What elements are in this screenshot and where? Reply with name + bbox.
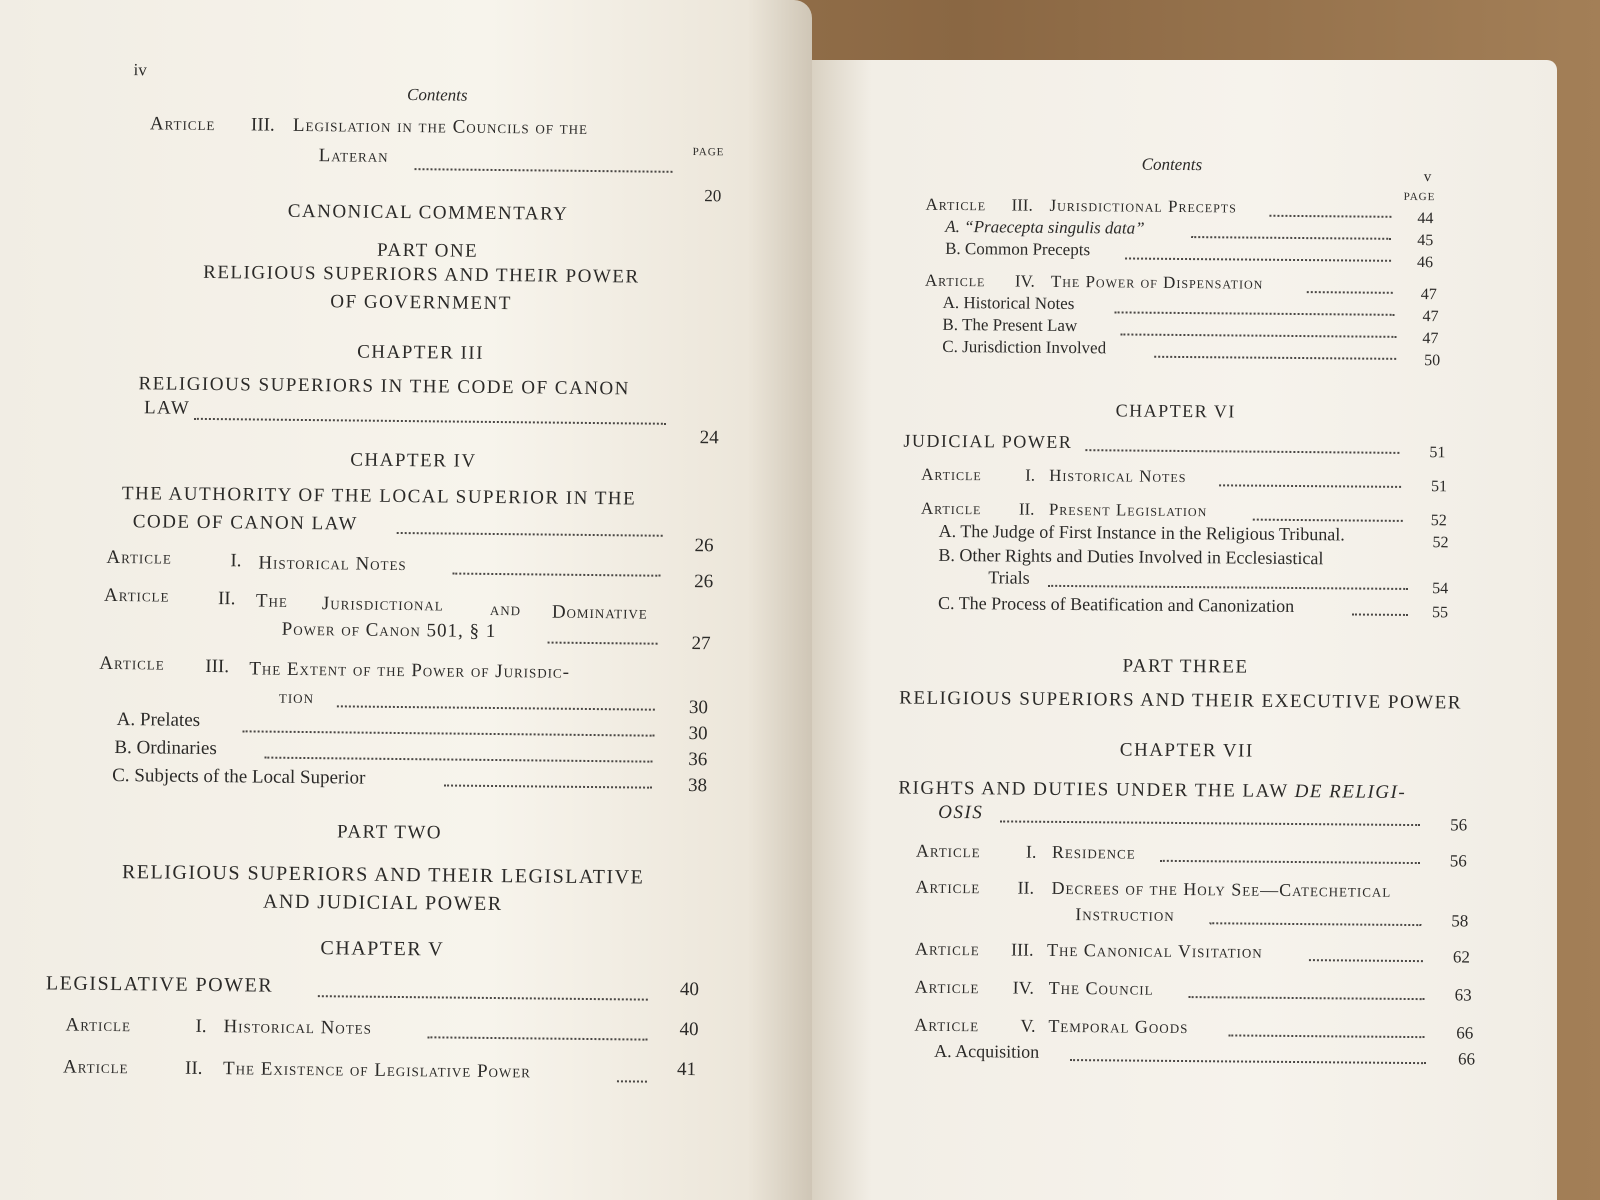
chapter-heading: CHAPTER V	[320, 937, 445, 961]
toc-article-title: The Extent of the Power of Jurisdic-	[249, 658, 571, 683]
dot-leader	[444, 784, 652, 788]
dot-leader	[1125, 257, 1391, 261]
page-column-label: PAGE	[1403, 190, 1436, 204]
toc-article-title: The Existence of Legislative Power	[222, 1058, 531, 1083]
toc-article-label: Article	[925, 194, 987, 215]
toc-article-number: III.	[1011, 195, 1033, 215]
dot-leader	[1120, 333, 1396, 337]
chapter-title: THE AUTHORITY OF THE LOCAL SUPERIOR IN THE	[121, 483, 637, 510]
dot-leader	[1070, 1059, 1426, 1064]
toc-article-label: Article	[921, 464, 982, 485]
page-number-iv: iv	[133, 60, 147, 80]
toc-article-label: Article	[62, 1056, 129, 1079]
toc-article-label: Article	[106, 546, 172, 569]
part-title: RELIGIOUS SUPERIORS AND THEIR POWER	[203, 261, 640, 288]
toc-page-number: 66	[1458, 1049, 1476, 1069]
toc-page-number: 41	[676, 1058, 697, 1081]
toc-article-title-word: Jurisdictional	[321, 593, 444, 616]
toc-sub-entry: B. Common Precepts	[945, 238, 1091, 260]
toc-page-number: 30	[688, 697, 708, 719]
toc-article-title: The Power of Dispensation	[1050, 271, 1264, 293]
running-head: Contents	[1141, 154, 1203, 175]
toc-page-number: 30	[688, 723, 708, 745]
toc-article-title: Temporal Goods	[1048, 1015, 1189, 1038]
chapter-title-roman: RIGHTS AND DUTIES UNDER THE LAW	[898, 777, 1295, 802]
toc-article-label: Article	[99, 652, 165, 675]
toc-page-number: 26	[694, 571, 714, 593]
dot-leader	[318, 995, 648, 1000]
dot-leader	[1000, 820, 1420, 826]
chapter-title	[898, 778, 1406, 804]
dot-leader	[1253, 519, 1403, 522]
dot-leader	[1048, 585, 1408, 590]
dot-leader	[243, 730, 655, 736]
toc-article-label: Article	[920, 498, 982, 519]
toc-article-number: III.	[250, 114, 275, 136]
toc-article-label: Article	[65, 1014, 132, 1037]
toc-article-title-cont: tion	[278, 686, 315, 709]
toc-article-title-cont: Lateran	[318, 145, 389, 167]
toc-article-title: Historical Notes	[258, 552, 407, 576]
toc-page-number: 47	[1422, 308, 1439, 326]
toc-page-number: 51	[1429, 444, 1446, 462]
dot-leader	[427, 1036, 647, 1040]
toc-article-title: Historical Notes	[1049, 465, 1187, 487]
dot-leader	[1085, 449, 1399, 454]
toc-article-label: Article	[914, 1014, 980, 1036]
toc-sub-entry: A. Prelates	[116, 709, 201, 731]
toc-page-number: 38	[687, 775, 708, 797]
toc-page-number: 55	[1431, 604, 1449, 622]
toc-article-number: II.	[184, 1057, 203, 1079]
toc-sub-entry: A. The Judge of First Instance in the Religious Tribunal.	[938, 520, 1345, 545]
dot-leader	[1269, 215, 1391, 218]
toc-page-number: 63	[1454, 985, 1472, 1005]
part-title-cont: AND JUDICIAL POWER	[262, 890, 503, 916]
chapter-title-italic: DE RELIGI-	[1294, 780, 1407, 803]
toc-page-number: 20	[704, 186, 722, 206]
chapter-title-cont: CODE OF CANON LAW	[132, 511, 358, 535]
dot-leader	[264, 757, 652, 763]
toc-page-number: 52	[1432, 534, 1449, 552]
toc-article-number: I.	[1025, 841, 1037, 862]
page-number-v: v	[1423, 169, 1432, 186]
toc-article-number: IV.	[1014, 271, 1035, 291]
toc-article-number: I.	[195, 1015, 207, 1037]
page-column-label: PAGE	[692, 146, 725, 159]
toc-page-number: 58	[1451, 911, 1469, 931]
chapter-title-cont: LAW	[143, 397, 191, 419]
toc-page-number: 36	[688, 749, 708, 771]
chapter-title-cont: OSIS	[938, 801, 984, 824]
section-heading: CANONICAL COMMENTARY	[287, 200, 569, 225]
toc-article-title: The Canonical Visitation	[1046, 939, 1263, 962]
toc-article-number: I.	[230, 550, 242, 572]
dot-leader	[1352, 613, 1408, 615]
chapter-heading: CHAPTER IV	[350, 449, 477, 472]
chapter-title: RELIGIOUS SUPERIORS IN THE CODE OF CANON	[138, 373, 631, 400]
toc-article-title: Historical Notes	[223, 1016, 372, 1039]
dot-leader	[1219, 484, 1401, 488]
toc-article-label: Article	[149, 113, 216, 136]
toc-article-number: I.	[1025, 465, 1036, 485]
part-heading: PART THREE	[1122, 655, 1249, 678]
part-heading: PART ONE	[376, 239, 479, 262]
dot-leader	[1154, 356, 1396, 360]
toc-article-title-word: Dominative	[551, 601, 648, 624]
toc-article-label: Article	[924, 270, 986, 291]
toc-article-number: II.	[1017, 877, 1035, 898]
chapter-heading: CHAPTER III	[357, 341, 485, 364]
toc-page-number: 51	[1431, 478, 1448, 496]
toc-article-title: Residence	[1051, 841, 1136, 863]
dot-leader	[1309, 959, 1423, 962]
dot-leader	[415, 168, 673, 173]
toc-article-number: III.	[205, 655, 230, 678]
toc-article-title: The Council	[1048, 977, 1154, 999]
toc-sub-entry: A. Historical Notes	[942, 292, 1075, 314]
toc-page-number: 56	[1450, 815, 1468, 835]
dot-leader	[617, 1080, 647, 1082]
toc-sub-entry: A. Acquisition	[934, 1040, 1040, 1062]
part-heading: PART TWO	[336, 821, 443, 844]
toc-article-title-cont: Instruction	[1075, 904, 1175, 925]
toc-article-label: Article	[915, 840, 981, 862]
toc-page-number: 45	[1417, 232, 1434, 250]
toc-article-label: Article	[914, 976, 980, 998]
toc-sub-entry: C. Jurisdiction Involved	[942, 336, 1107, 358]
toc-article-title-cont: Power of Canon 501, § 1	[281, 618, 497, 643]
chapter-heading: CHAPTER VI	[1115, 400, 1236, 422]
toc-article-number: III.	[1010, 939, 1034, 960]
toc-page-number: 50	[1424, 352, 1441, 370]
toc-article-title: Legislation in the Councils of the	[292, 114, 589, 139]
toc-article-number: IV.	[1012, 977, 1034, 998]
dot-leader	[452, 573, 660, 577]
toc-article-title-word: and	[489, 598, 522, 621]
toc-article-title: Jurisdictional Precepts	[1049, 195, 1237, 217]
toc-sub-entry: C. The Process of Beatification and Canonization	[937, 592, 1295, 616]
right-page	[812, 60, 1557, 1200]
toc-page-number: 62	[1452, 947, 1471, 967]
toc-page-number: 47	[1420, 286, 1437, 304]
dot-leader	[1115, 311, 1395, 315]
dot-leader	[194, 418, 666, 425]
toc-page-number: 24	[699, 427, 719, 449]
toc-article-label: Article	[914, 938, 980, 960]
dot-leader	[1189, 996, 1425, 1000]
dot-leader	[1160, 860, 1420, 864]
toc-article-label: Article	[915, 876, 981, 898]
toc-page-number: 44	[1417, 210, 1434, 228]
toc-sub-entry: B. Other Rights and Duties Involved in Ecclesiastical	[938, 544, 1324, 569]
chapter-heading: CHAPTER VII	[1119, 739, 1254, 762]
toc-page-number: 26	[694, 535, 714, 557]
toc-page-number: 27	[691, 633, 711, 655]
toc-sub-entry: C. Subjects of the Local Superior	[112, 764, 366, 789]
toc-page-number: 52	[1430, 512, 1447, 530]
dot-leader	[1228, 1034, 1424, 1038]
toc-article-title: Present Legislation	[1048, 499, 1208, 521]
dot-leader	[1191, 236, 1391, 240]
running-head: Contents	[406, 85, 468, 105]
chapter-title: LEGISLATIVE POWER	[45, 972, 274, 997]
toc-page-number: 66	[1456, 1023, 1474, 1043]
dot-leader	[397, 532, 663, 537]
dot-leader	[1307, 291, 1393, 294]
part-title: RELIGIOUS SUPERIORS AND THEIR EXECUTIVE POWER	[899, 687, 1463, 714]
toc-page-number: 46	[1416, 254, 1434, 272]
dot-leader	[548, 642, 658, 645]
toc-page-number: 47	[1422, 330, 1439, 348]
toc-page-number: 56	[1449, 851, 1467, 871]
toc-article-title: Decrees of the Holy See—Catechetical	[1051, 877, 1392, 901]
toc-sub-entry: B. The Present Law	[942, 314, 1078, 336]
toc-page-number: 40	[679, 1018, 699, 1041]
toc-article-number: II.	[217, 588, 236, 610]
dot-leader	[1209, 922, 1421, 926]
toc-page-number: 40	[679, 978, 700, 1001]
toc-article-number: II.	[1018, 499, 1035, 519]
toc-sub-entry-cont: Trials	[988, 567, 1030, 588]
toc-page-number: 54	[1432, 580, 1449, 598]
dot-leader	[337, 705, 655, 710]
toc-article-number: V.	[1020, 1015, 1036, 1036]
chapter-title: JUDICIAL POWER	[903, 430, 1073, 453]
toc-article-label: Article	[103, 584, 170, 607]
toc-article-title-word: The	[255, 590, 289, 612]
toc-sub-entry: A. “Praecepta singulis data”	[945, 216, 1145, 238]
part-title-cont: OF GOVERNMENT	[330, 291, 512, 315]
toc-sub-entry: B. Ordinaries	[114, 737, 217, 760]
part-title: RELIGIOUS SUPERIORS AND THEIR LEGISLATIVE	[121, 861, 645, 889]
